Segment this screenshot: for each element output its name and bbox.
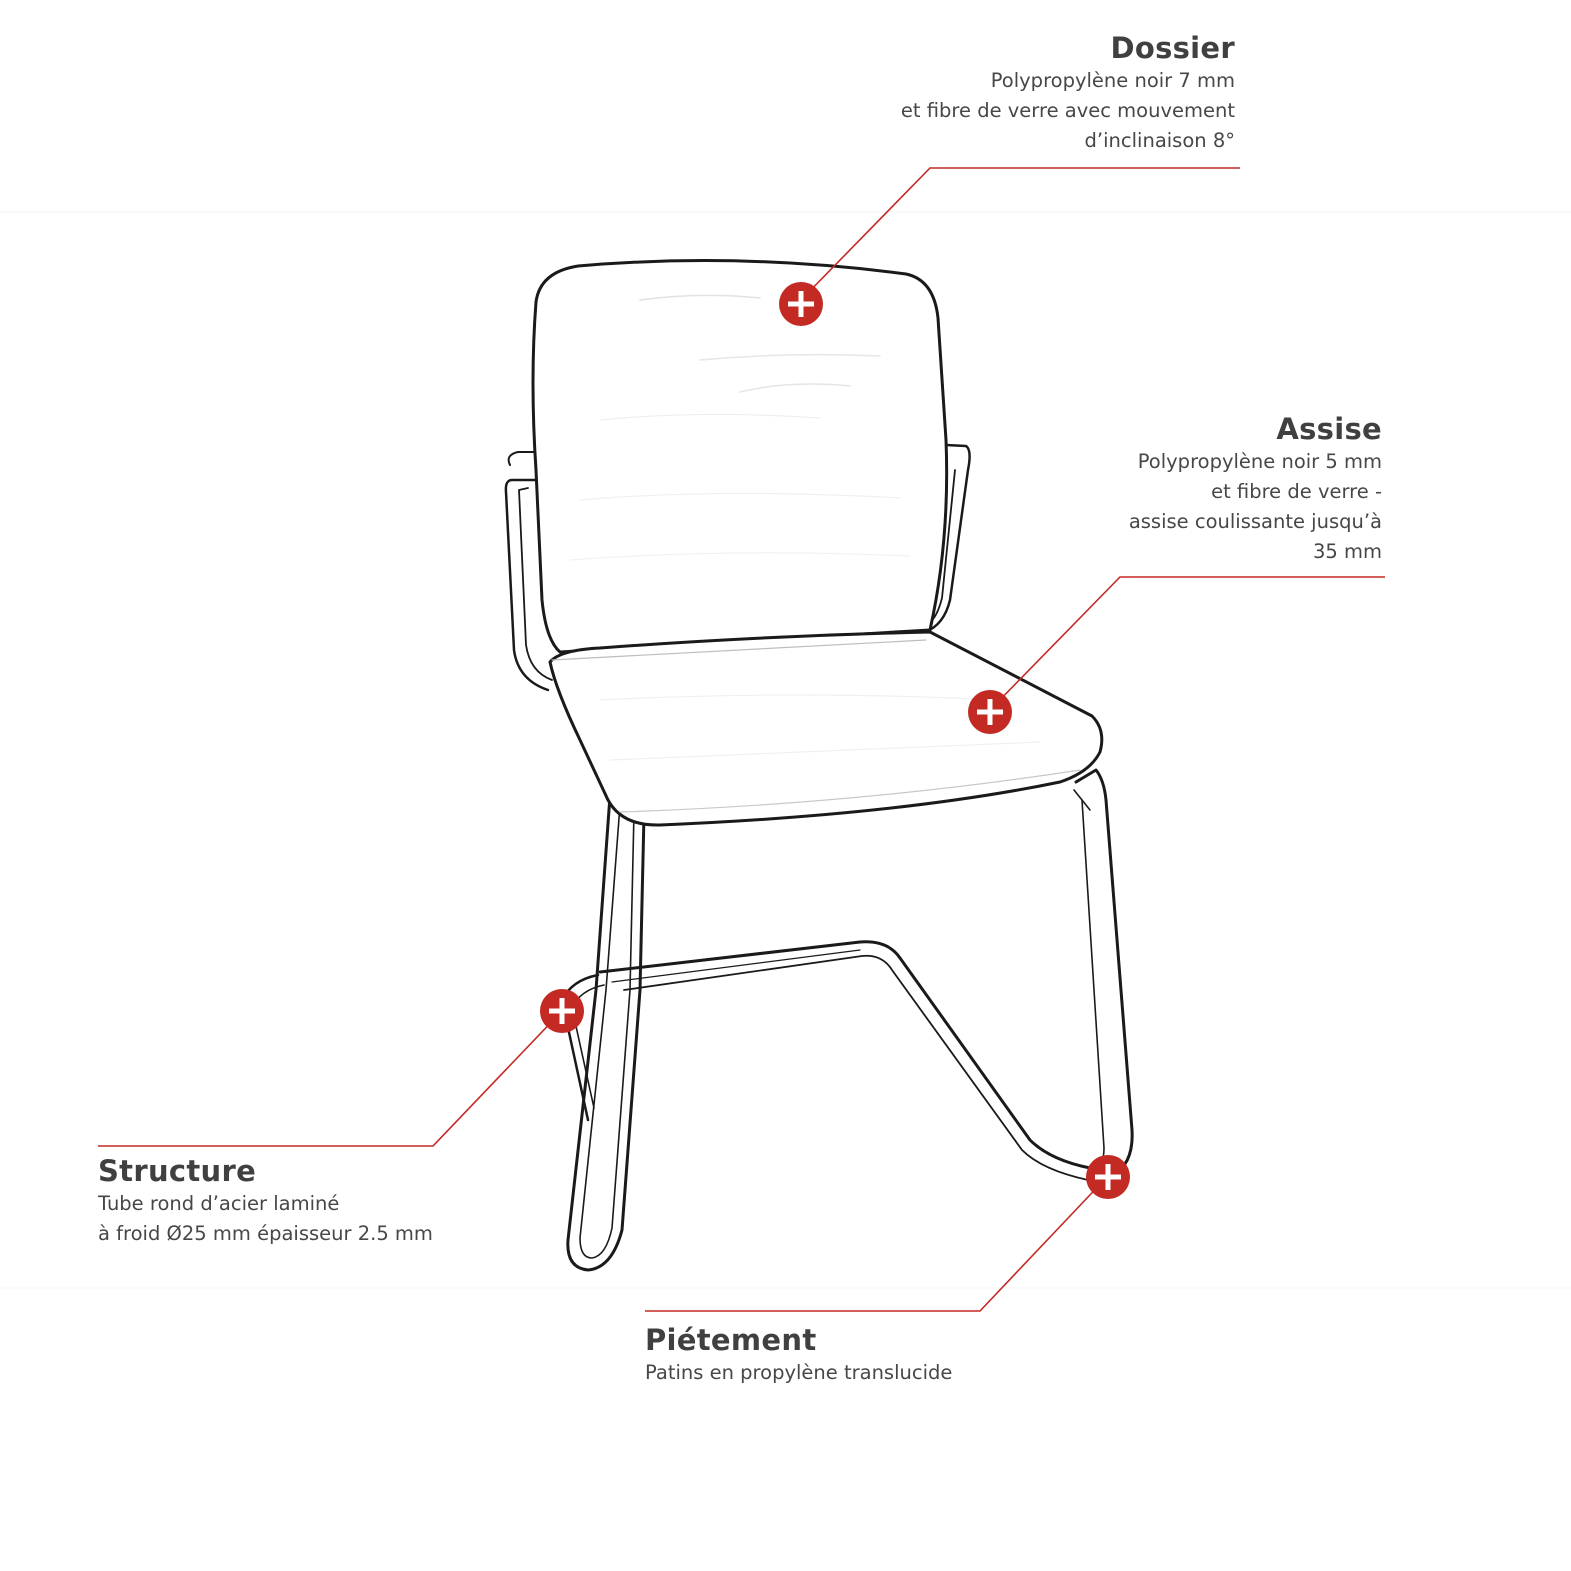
hotspot-dossier[interactable]: [779, 282, 823, 326]
hotspot-assise[interactable]: [968, 690, 1012, 734]
callout-text: 35 mm: [1312, 540, 1382, 563]
callout-text: assise coulissante jusqu’à: [1128, 510, 1382, 533]
callout-pietement: [645, 1322, 952, 1388]
callout-text: à froid Ø25 mm épaisseur 2.5 mm: [98, 1222, 433, 1245]
callout-dossier: [901, 30, 1235, 156]
callout-title: Dossier: [1110, 31, 1235, 65]
callout-text: et fibre de verre -: [1211, 480, 1382, 503]
leader-line-structure: [98, 1012, 561, 1146]
callout-text: et fibre de verre avec mouvement: [900, 99, 1235, 122]
callout-text: Patins en propylène translucide: [645, 1361, 953, 1384]
chair-drawing: [506, 261, 1132, 1270]
callout-title: Piétement: [645, 1323, 817, 1357]
leader-line-pietement: [645, 1178, 1106, 1311]
callout-text: Tube rond d’acier laminé: [98, 1192, 340, 1215]
hotspot-pietement[interactable]: [1086, 1155, 1130, 1199]
callout-text: Polypropylène noir 7 mm: [990, 69, 1235, 92]
callout-assise: [1129, 411, 1382, 567]
callout-title: Assise: [1276, 412, 1382, 446]
leader-line-assise: [990, 577, 1385, 710]
hotspot-structure[interactable]: [540, 989, 584, 1033]
callout-text: Polypropylène noir 5 mm: [1137, 450, 1382, 473]
callout-structure: [98, 1153, 433, 1249]
callout-title: Structure: [98, 1154, 257, 1188]
callout-text: d’inclinaison 8°: [1084, 129, 1235, 152]
